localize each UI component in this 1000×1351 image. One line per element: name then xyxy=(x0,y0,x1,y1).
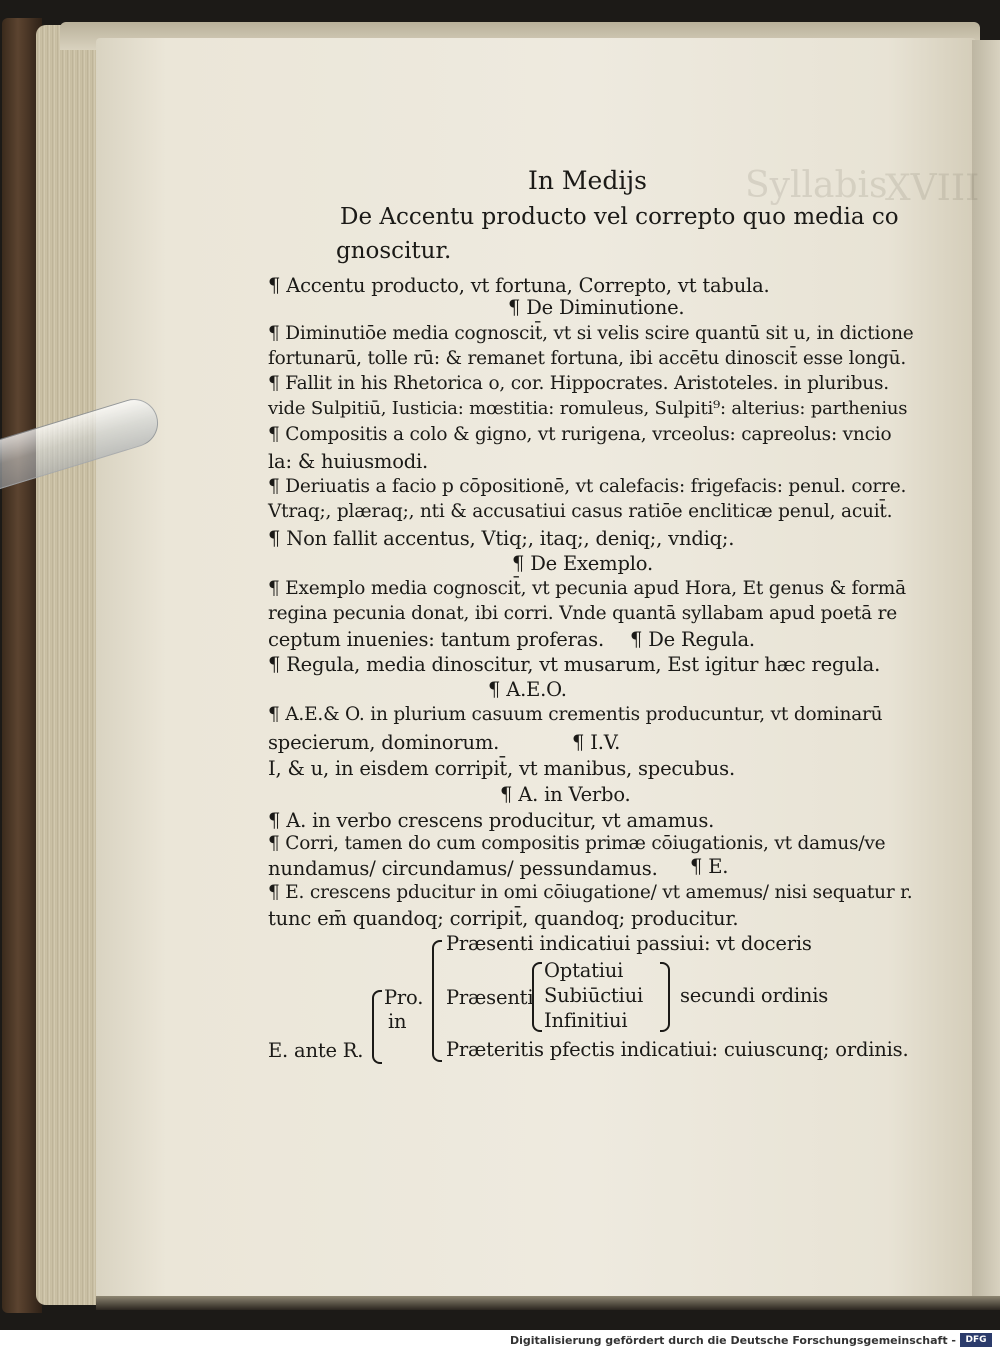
text-line: vide Sulpitiū, Iusticia: mœstitia: romuleus, Sulpiti⁹: alterius: parthenius xyxy=(268,398,908,419)
text-line: ¶ A. in verbo crescens producitur, vt amamus. xyxy=(268,809,715,832)
section-heading: ¶ De Exemplo. xyxy=(512,552,653,575)
text-line: ¶ Diminutiōe media cognoscit̄, vt si velis scire quantū sit u, in dictione xyxy=(268,323,914,344)
text-line: ¶ A.E.& O. in plurium casuum crementis producuntur, vt dominarū xyxy=(268,704,883,725)
mood-item: Subiūctiui xyxy=(544,984,643,1007)
text-line: specierum, dominorum. xyxy=(268,731,500,754)
table-brace xyxy=(660,962,670,1032)
text-line: ¶ Exemplo media cognoscit̄, vt pecunia apud Hora, Et genus & formā xyxy=(268,578,906,599)
section-heading: ¶ I.V. xyxy=(572,731,621,754)
text-line: ¶ Fallit in his Rhetorica o, cor. Hippocrates. Aristoteles. in pluribus. xyxy=(268,373,889,394)
text-line: ¶ Regula, media dinoscitur, vt musarum, Est igitur hæc regula. xyxy=(268,653,881,676)
section-heading: ¶ E. xyxy=(690,855,729,878)
table-brace xyxy=(432,940,442,1062)
running-head: In Medijs xyxy=(528,166,647,195)
table-brace xyxy=(532,962,542,1032)
table-in: in xyxy=(388,1010,407,1033)
table-row: Præsenti xyxy=(446,986,534,1009)
table-row: Præsenti indicatiui passiui: vt doceris xyxy=(446,932,812,955)
section-heading: ¶ De Diminutione. xyxy=(508,296,685,319)
mood-item: Infinitiui xyxy=(544,1009,628,1032)
text-line: ¶ Deriuatis a facio p cōpositionē, vt calefacis: frigefacis: penul. corre. xyxy=(268,476,907,497)
table-row: Præteritis pfectis indicatiui: cuiuscunq; ordinis. xyxy=(446,1038,909,1061)
text-line: ¶ Corri, tamen do cum compositis primæ cōiugationis, vt damus/ve xyxy=(268,833,886,854)
show-through-text-left: Syllabis xyxy=(745,165,888,206)
text-line: nundamus/ circundamus/ pessundamus. xyxy=(268,857,658,880)
text-line: ceptum inuenies: tantum proferas. xyxy=(268,628,604,651)
mood-item: Optatiui xyxy=(544,959,624,982)
text-line: gnoscitur. xyxy=(336,238,452,264)
text-line: tunc em̄ quandoq; corripit̄, quandoq; producitur. xyxy=(268,907,739,930)
text-line: De Accentu producto vel correpto quo media co xyxy=(340,204,899,230)
section-heading: ¶ A.E.O. xyxy=(488,678,567,701)
text-line: la: & huiusmodi. xyxy=(268,450,429,473)
text-line: regina pecunia donat, ibi corri. Vnde quantā syllabam apud poetā re xyxy=(268,603,897,624)
text-line: Vtraq;, plæraq;, nti & accusatiui casus ratiōe encliticæ penul, acuit̄. xyxy=(268,501,893,522)
text-line: fortunarū, tolle rū: & remanet fortuna, ibi accētu dinoscit̄ esse longū. xyxy=(268,348,907,369)
text-line: ¶ Non fallit accentus, Vtiq;, itaq;, deniq;, vndiq;. xyxy=(268,527,735,550)
dfg-logo: DFG xyxy=(960,1333,992,1347)
table-root-label: E. ante R. xyxy=(268,1039,364,1062)
table-row: secundi ordinis xyxy=(680,984,829,1007)
text-line: ¶ Compositis a colo & gigno, vt rurigena, vrceolus: capreolus: vncio xyxy=(268,424,892,445)
footer-credit: Digitalisierung gefördert durch die Deutsche Forschungsgemeinschaft - xyxy=(509,1334,956,1347)
footer-bar xyxy=(0,1330,1000,1351)
section-heading: ¶ A. in Verbo. xyxy=(500,783,631,806)
text-line: I, & u, in eisdem corripit̄, vt manibus, specubus. xyxy=(268,757,735,780)
table-brace xyxy=(372,990,382,1064)
table-pro: Pro. xyxy=(384,986,424,1009)
text-line: ¶ Accentu producto, vt fortuna, Correpto, vt tabula. xyxy=(268,274,770,297)
page-bottom-shadow xyxy=(96,1296,1000,1310)
text-line: ¶ E. crescens pducitur in omi cōiugatione/ vt amemus/ nisi sequatur r. xyxy=(268,882,913,903)
show-through-text-right: XVIII xyxy=(885,168,980,209)
facing-page-edge xyxy=(972,40,1000,1300)
section-heading: ¶ De Regula. xyxy=(630,628,755,651)
